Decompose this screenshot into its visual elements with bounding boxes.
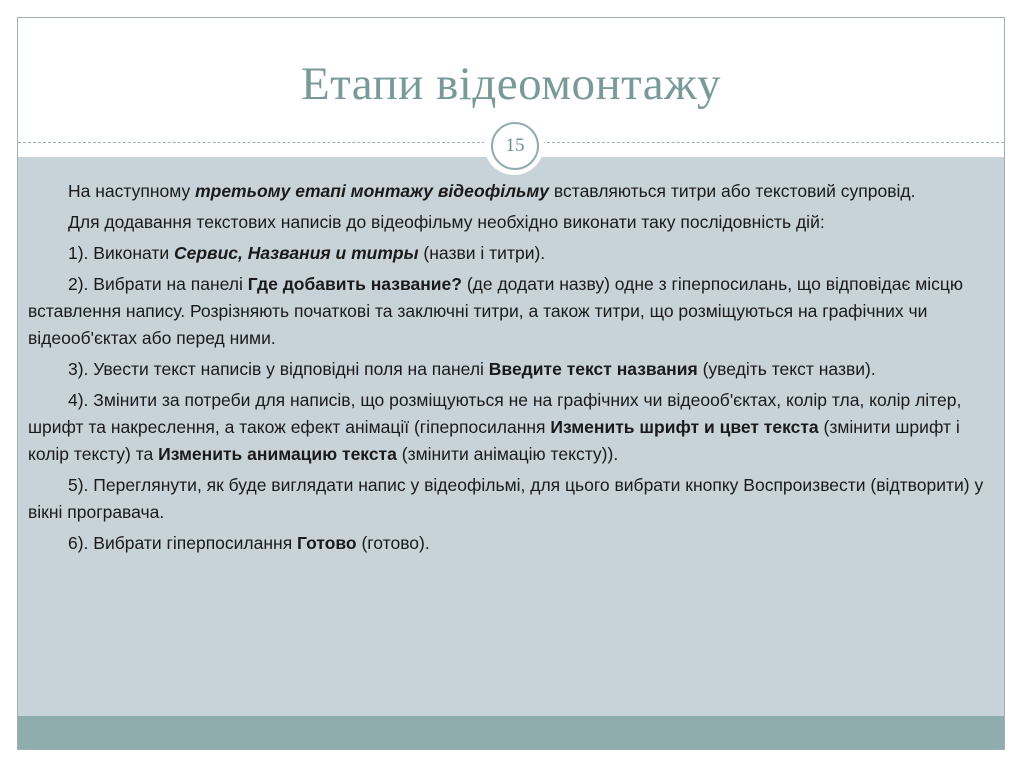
step-3 <box>28 356 984 383</box>
paragraph-intro <box>28 178 984 205</box>
paragraph-text: Для додавання текстових написів до відеофільму необхідно виконати таку послідовність дій: <box>68 212 825 232</box>
step-text: 3). Увести текст написів у відповідні поля на панелі <box>68 359 489 379</box>
step-text: (уведіть текст назви). <box>697 359 876 379</box>
slide <box>17 17 1005 750</box>
panel-name: Введите текст названия <box>488 359 698 379</box>
paragraph-text: вставляються титри або текстовий супровід. <box>549 181 916 201</box>
footer-bar <box>18 716 1004 749</box>
step-text: 4). Змінити за потреби для написів, що розміщуються не на графічних чи відеооб'єктах, колір тла, колір літер, шрифт та накреслення, а також ефект анімації (гіперпосилання <box>28 390 962 437</box>
slide-content <box>28 178 984 561</box>
menu-command: Сервис, Названия и титры <box>173 243 419 263</box>
slide-number: 15 <box>491 122 539 170</box>
hyperlink-name: Готово <box>297 533 357 553</box>
step-text: (назви і титри). <box>418 243 546 263</box>
panel-name: Где добавить название? <box>247 274 462 294</box>
step-2 <box>28 271 984 352</box>
step-5 <box>28 472 984 526</box>
step-text: (змінити анімацію тексту)). <box>396 444 619 464</box>
step-text: (готово). <box>356 533 430 553</box>
step-6 <box>28 530 984 557</box>
step-text: 6). Вибрати гіперпосилання <box>68 533 298 553</box>
paragraph-text: На наступному <box>68 181 196 201</box>
step-4 <box>28 387 984 468</box>
slide-number-badge <box>484 115 544 175</box>
step-text: 1). Виконати <box>68 243 174 263</box>
paragraph-sequence-intro <box>28 209 984 236</box>
slide-title: Етапи відеомонтажу <box>300 58 722 110</box>
emphasis-text: третьому етапі монтажу відеофільму <box>195 181 550 201</box>
hyperlink-name: Изменить анимацию текста <box>158 444 397 464</box>
step-text: (змінити шрифт і колір тексту) та <box>28 417 960 464</box>
hyperlink-name: Изменить шрифт и цвет текста <box>550 417 819 437</box>
step-1 <box>28 240 984 267</box>
step-text: (де додати назву) одне з гіперпосилань, що відповідає місцю вставлення напису. Розрізняють початкові та заключні титри, а також титри, що розміщуються на графічних чи відеооб'єктах або перед ними. <box>28 274 964 348</box>
step-text: 5). Переглянути, як буде виглядати напис у відеофільмі, для цього вибрати кнопку Воспроизвести (відтворити) у вікні програвача. <box>28 475 984 522</box>
step-text: 2). Вибрати на панелі <box>68 274 248 294</box>
